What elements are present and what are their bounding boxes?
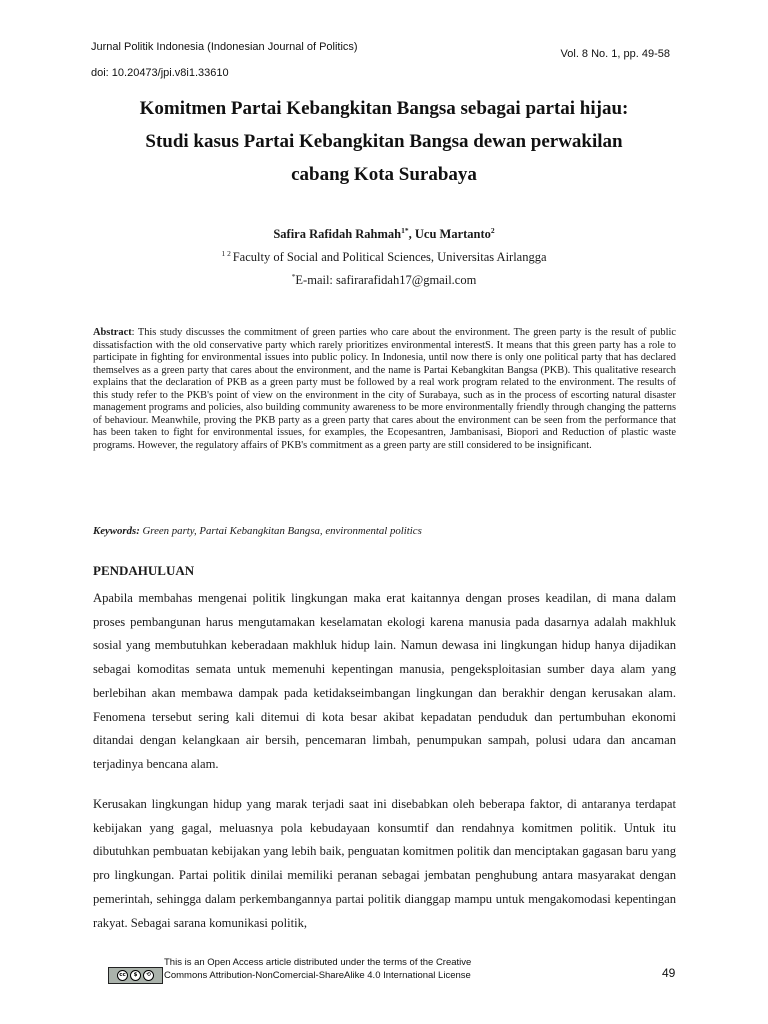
email-text: E-mail: safirarafidah17@gmail.com — [295, 273, 477, 287]
email — [92, 273, 676, 288]
cc-icon: cc — [117, 970, 128, 981]
email-sup: * — [291, 271, 296, 281]
author-1: Safira Rafidah Rahmah — [273, 227, 402, 241]
author-separator: , — [408, 227, 415, 241]
affiliation-sup: 1 2 — [221, 248, 233, 258]
abstract-label: Abstract — [93, 327, 132, 338]
keywords — [93, 525, 676, 537]
doi: doi: 10.20473/jpi.v8i1.33610 — [91, 67, 229, 79]
title-line-1: Komitmen Partai Kebangkitan Bangsa sebagai partai hijau: — [139, 98, 629, 119]
abstract-text: : This study discusses the commitment of green parties who care about the environment. The green party is the result of public dissatisfaction with the old conservative party which rarely prioritizes environmental interestS. It means that this green party has a role to participate in fighting for environmental issues into public policy. In Indonesia, until now there is only one political party that has declared themselves as a green party that cares about the environment, and the name is Partai Kebangkitan Bangsa (PKB). This qualitative research explains that the declaration of PKB as a green party must be followed by a real work program related to the environment. The results of this study refer to the PKB's point of view on the environment in the city of Surabaya, such as in the process of escorting natural disaster management programs and policies, also building community awareness to be more environmentally friendly through changing the patterns of behaviour. Meanwhile, proving the PKB party as a green party that cares about the environment can be seen from the performance that has been taken to fight for environmental issues, for examples, the Ecopesantren, Jambanisasi, Biopori and Reduction of plastic waste programs. However, the regulatory affairs of PKB's commitment as a green party are still considered to be insignificant. — [93, 327, 676, 451]
affiliation-text: Faculty of Social and Political Sciences, Universitas Airlangga — [232, 250, 547, 264]
author-2-sup: 2 — [490, 225, 495, 235]
page-number: 49 — [662, 966, 676, 980]
cc-license-badge[interactable] — [108, 967, 163, 984]
section-heading: PENDAHULUAN — [93, 563, 195, 578]
sharealike-icon: ⟲ — [143, 970, 154, 981]
body-paragraph-2: Kerusakan lingkungan hidup yang marak terjadi saat ini disebabkan oleh beberapa faktor, di antaranya terdapat kebijakan yang gagal, meluasnya pola kebudayaan konsumtif dan rendahnya komitmen politik. Untuk itu dibutuhkan pembuatan kebijakan yang lebih baik, penguatan komitmen politik dan menciptakan gagasan baru yang pro lingkungan. Partai politik dinilai memiliki peranan sebagai jembatan penghubung antara masyarakat dengan pemerintah, sehingga dalam perkembangannya partai politik dianggap mampu untuk mengakomodasi kepentingan rakyat. Sebagai sarana komunikasi politik, — [93, 797, 676, 930]
author-2: Ucu Martanto — [414, 227, 491, 241]
article-title — [92, 92, 676, 191]
journal-name: Jurnal Politik Indonesia (Indonesian Journal of Politics) — [91, 41, 358, 53]
abstract — [93, 327, 676, 452]
license-line-1: This is an Open Access article distributed under the terms of the Creative — [164, 957, 472, 968]
license-notice — [164, 956, 471, 982]
keywords-label: Keywords: — [93, 525, 140, 537]
affiliation — [92, 250, 676, 265]
title-line-2: Studi kasus Partai Kebangkitan Bangsa dewan perwakilan — [145, 131, 623, 152]
body-paragraph-1: Apabila membahas mengenai politik lingkungan maka erat kaitannya dengan proses keadilan, di mana dalam proses pembangunan harus mengutamakan keselamatan ekologi karena manusia pada dasarnya adalah makhluk sosial yang membutuhkan keberadaan makhluk hidup lain. Namun dewasa ini lingkungan hidup hanya dijadikan sebagai komoditas semata untuk memenuhi kepentingan manusia, pengeksploitasian sumber daya alam yang berlebihan akan membawa dampak pada ketidakseimbangan lingkungan dan berakhir dengan kerusakan alam. Fenomena tersebut sering kali ditemui di kota besar akibat kepadatan penduduk dan pertumbuhan ekonomi ditandai dengan kelangkaan air bersih, pencemaran limbah, penumpukan sampah, polusi udara dan ancaman terjadinya bencana alam. — [93, 591, 676, 771]
license-line-2: Commons Attribution-NonComercial-ShareAlike 4.0 International License — [164, 970, 471, 981]
title-line-3: cabang Kota Surabaya — [291, 164, 477, 185]
noncommercial-icon: $ — [130, 970, 141, 981]
keywords-text: Green party, Partai Kebangkitan Bangsa, environmental politics — [139, 525, 422, 537]
author-list — [92, 227, 676, 242]
author-1-sup: 1* — [401, 225, 409, 235]
volume-info: Vol. 8 No. 1, pp. 49-58 — [560, 48, 670, 60]
